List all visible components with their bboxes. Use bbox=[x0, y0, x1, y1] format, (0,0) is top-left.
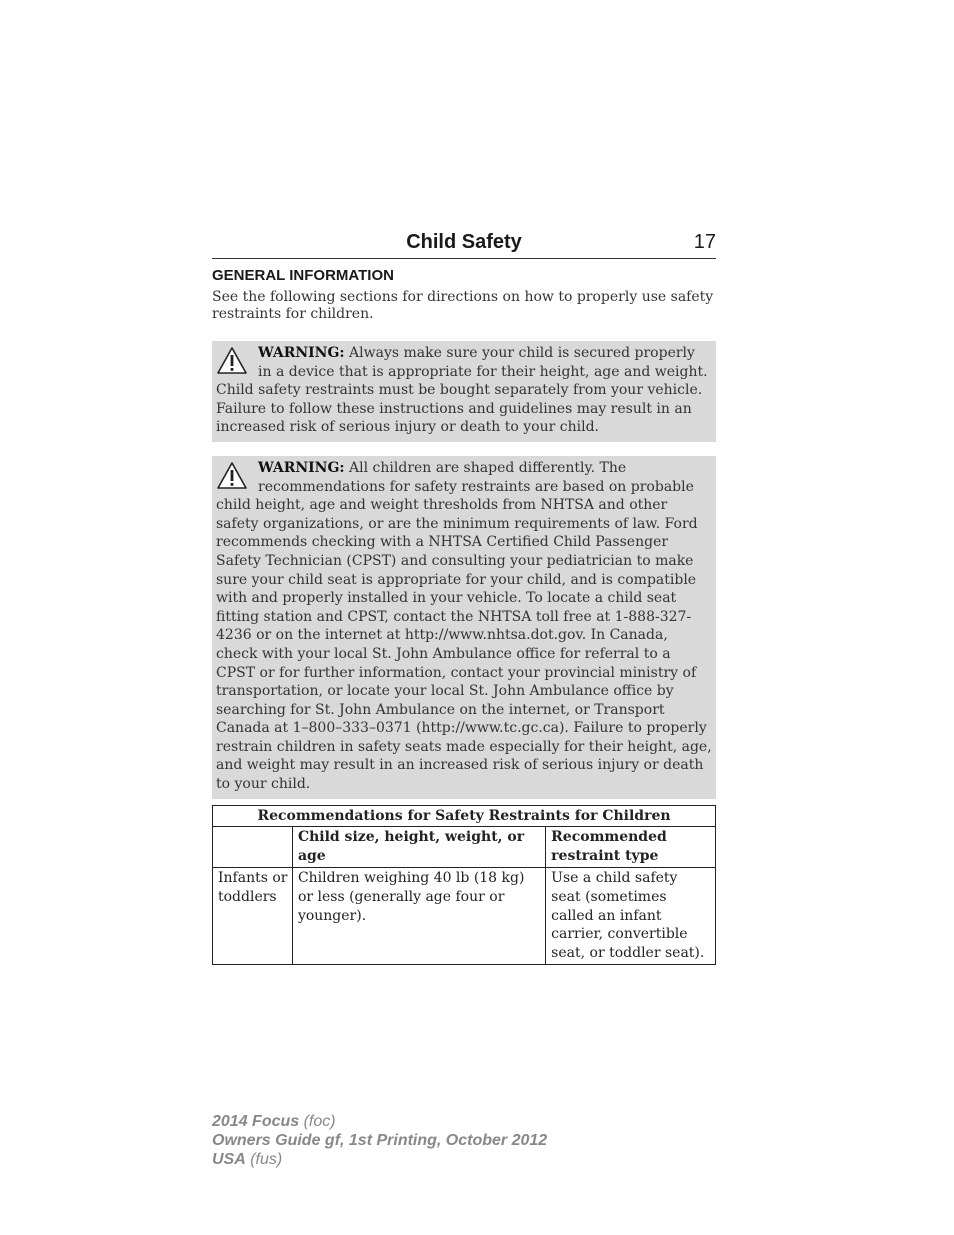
warning-box-2 bbox=[212, 456, 716, 799]
footer-line-market bbox=[212, 1150, 547, 1169]
intro-paragraph: See the following sections for directions on how to properly use safety restraints for children. bbox=[212, 289, 714, 322]
table-cell: Use a child safety seat (sometimes called an infant carrier, convertible seat, or toddler seat). bbox=[546, 868, 716, 965]
warning-label: WARNING: bbox=[258, 345, 345, 361]
page-footer bbox=[212, 1112, 547, 1169]
table-row bbox=[213, 868, 716, 965]
footer-market: USA bbox=[212, 1151, 246, 1168]
table-cell: Children weighing 40 lb (18 kg) or less (generally age four or younger). bbox=[292, 868, 545, 965]
column-header: Child size, height, weight, or age bbox=[292, 827, 545, 868]
column-header: Recommended restraint type bbox=[546, 827, 716, 868]
warning-label: WARNING: bbox=[258, 459, 345, 476]
column-header bbox=[213, 827, 293, 868]
table-header-row bbox=[213, 827, 716, 868]
page-number: 17 bbox=[693, 231, 716, 253]
warning-triangle-icon bbox=[216, 346, 248, 376]
footer-line-guide bbox=[212, 1131, 547, 1150]
chapter-title: Child Safety bbox=[406, 231, 522, 253]
footer-market-code: (fus) bbox=[245, 1151, 283, 1168]
warning-triangle-icon bbox=[216, 461, 248, 491]
footer-model: 2014 Focus bbox=[212, 1113, 300, 1130]
safety-restraints-table bbox=[212, 805, 716, 966]
warning-box-1 bbox=[212, 341, 716, 442]
footer-guide: Owners Guide gf, 1st Printing, October 2012 bbox=[212, 1132, 548, 1149]
warning-text: Always make sure your child is secured properly in a device that is appropriate for their height, age and weight. Child safety restraints must be bought separately from your vehicle. Failure to follow these instructions and guidelines may result in an increased risk of serious injury or death to your child. bbox=[216, 345, 708, 436]
warning-text: All children are shaped differently. The recommendations for safety restraints are based on probable child height, age and weight thresholds from NHTSA and other safety organizations, or are the minimum requirements of law. Ford recommends checking with a NHTSA Certified Child Passenger Safety Technician (CPST) and consulting your pediatrician to make sure your child seat is appropriate for your child, and is compatible with and properly installed in your vehicle. To locate a child seat fitting station and CPST, contact the NHTSA toll free at 1-888-327-4236 or on the internet at http://www.nhtsa.dot.gov. In Canada, check with your local St. John Ambulance office for referral to a CPST or for further information, contact your provincial ministry of transportation, or locate your local St. John Ambulance office by searching for St. John Ambulance on the internet, or Transport Canada at 1–800–333–0371 (http://www.tc.gc.ca). Failure to properly restrain children in safety seats made especially for their height, age, and weight may result in an increased risk of serious injury or death to your child. bbox=[216, 459, 712, 793]
page-header bbox=[212, 230, 716, 259]
section-heading: GENERAL INFORMATION bbox=[212, 267, 394, 284]
manual-page bbox=[212, 230, 716, 965]
table-cell: Infants or toddlers bbox=[213, 868, 293, 965]
footer-line-model bbox=[212, 1112, 547, 1131]
table-caption: Recommendations for Safety Restraints for Children bbox=[213, 805, 716, 827]
footer-model-code: (foc) bbox=[299, 1113, 336, 1130]
